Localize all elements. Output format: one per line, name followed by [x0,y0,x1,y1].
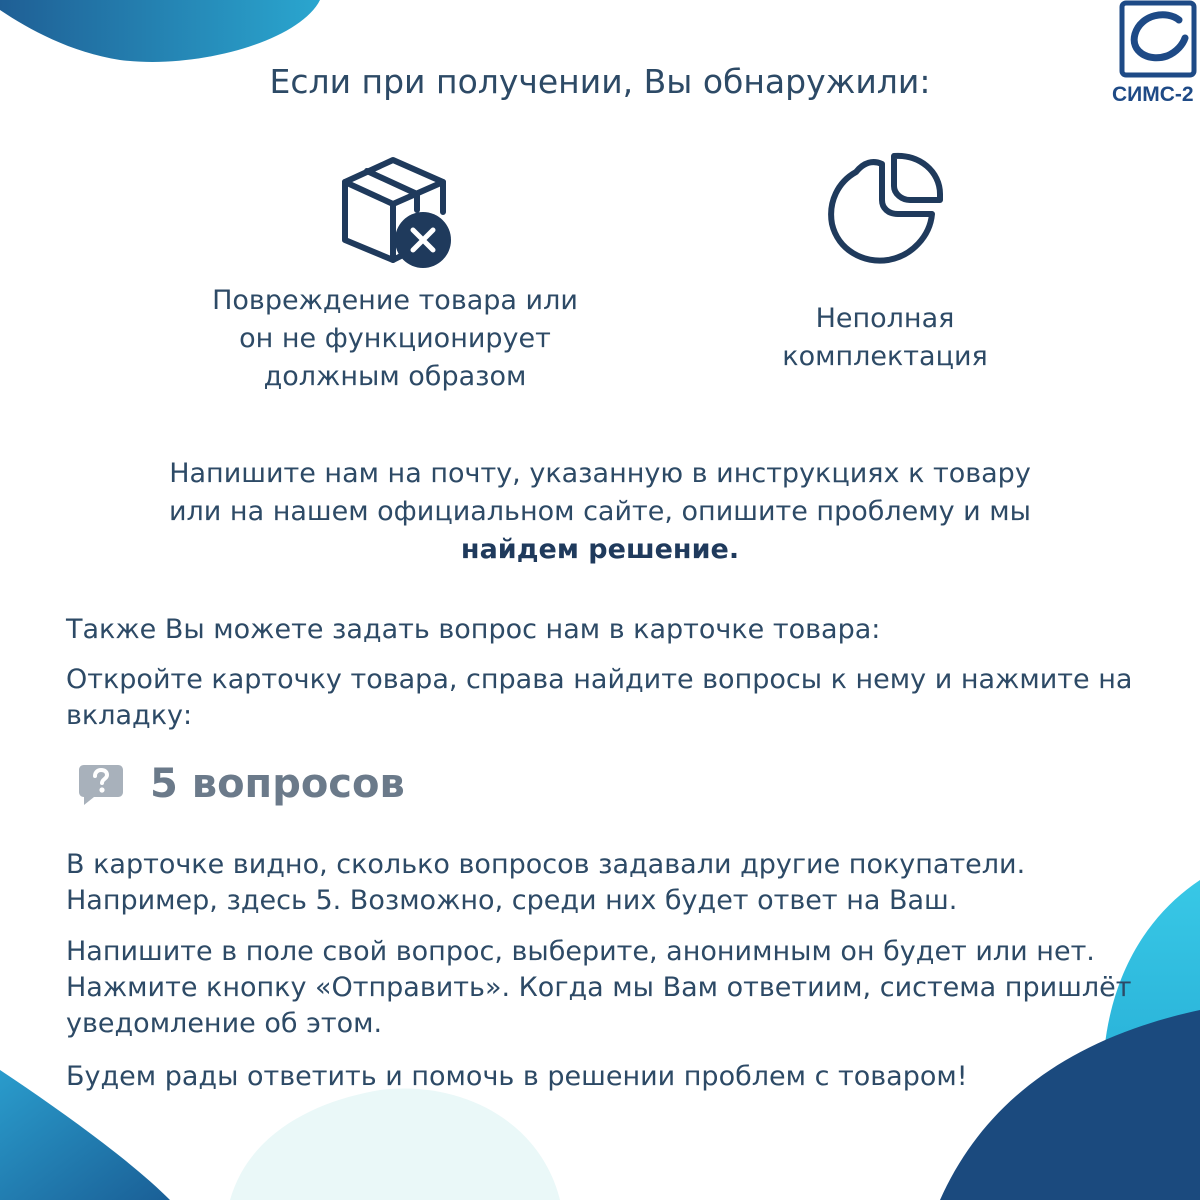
paragraph-visible: В карточке видно, сколько вопросов задавали другие покупатели. Например, здесь 5. Возможно, среди них будет ответ на Ваш. [66,849,1026,916]
question-chat-icon [78,761,124,807]
blob-top-left [0,0,320,62]
paragraph-also: Также Вы можете задать вопрос нам в карточке товара: [66,614,881,645]
questions-tab-label[interactable]: 5 вопросов [150,761,405,807]
questions-tab[interactable] [78,758,405,810]
paragraph-glad: Будем рады ответить и помочь в решении проблем с товаром! [66,1061,968,1092]
brand-logo [1112,0,1200,112]
contact-paragraph: Напишите нам на почту, указанную в инструкциях к товару или на нашем официальном сайте, опишите проблему и мы найдем решение. [168,458,1031,565]
pie-chart-icon [826,150,951,270]
blob-bottom-center [230,1088,560,1200]
paragraph-write: Напишите в поле свой вопрос, выберите, анонимным он будет или нет. Нажмите кнопку «Отправить». Когда мы Вам ответиим, система пришлёт уведомление об этом. [66,936,1132,1039]
paragraph-open: Откройте карточку товара, справа найдите вопросы к нему и нажмите на вкладку: [66,664,1133,731]
contact-emphasis: найдем решение. [460,534,740,565]
logo-text: СИМС-2 [1112,83,1194,106]
logo-icon [1119,0,1197,78]
damaged-box-icon [335,152,460,272]
page-title: Если при получении, Вы обнаружили: [269,62,931,101]
issue-damaged-caption: Повреждение товара или он не функционирует должным образом [212,285,578,392]
issue-incomplete-caption: Неполная комплектация [782,303,988,372]
